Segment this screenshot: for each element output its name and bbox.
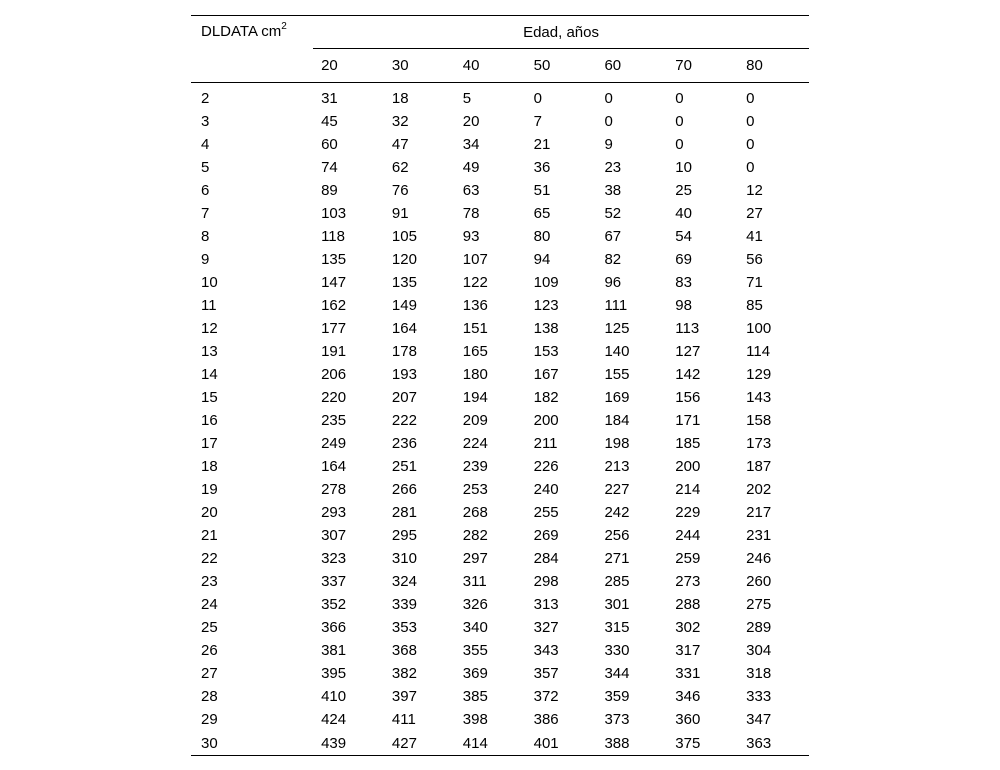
table-cell: 85 — [746, 297, 763, 314]
table-cell: 337 — [321, 573, 347, 590]
table-cell: 109 — [533, 274, 559, 291]
table-row — [191, 501, 809, 524]
table-cell: 330 — [604, 642, 630, 659]
row-key: 12 — [201, 320, 218, 337]
table-cell: 167 — [533, 366, 559, 383]
table-cell: 359 — [604, 688, 630, 705]
table-cell: 318 — [746, 665, 772, 682]
table-row — [191, 662, 809, 685]
table-cell: 202 — [746, 481, 772, 498]
table-cell: 67 — [604, 228, 622, 245]
table-cell: 107 — [462, 251, 488, 268]
table-cell: 344 — [604, 665, 630, 682]
table-cell: 82 — [604, 251, 622, 268]
row-key: 19 — [201, 481, 218, 498]
table-cell: 114 — [746, 343, 771, 360]
table-row — [191, 478, 809, 501]
table-cell: 171 — [675, 412, 701, 429]
table-cell: 347 — [746, 711, 772, 728]
table-row — [191, 432, 809, 455]
table-cell: 363 — [738, 731, 809, 756]
table-cell: 41 — [746, 228, 763, 245]
row-key: 23 — [201, 573, 218, 590]
age-group-header: Edad, años — [313, 16, 809, 49]
table-cell: 52 — [604, 205, 622, 222]
table-cell: 184 — [604, 412, 630, 429]
age-header-40: 40 — [462, 57, 480, 74]
table-cell: 326 — [462, 596, 488, 613]
table-cell: 49 — [462, 159, 480, 176]
table-cell: 411 — [391, 711, 416, 728]
table-row — [191, 731, 809, 756]
table-row — [191, 294, 809, 317]
table-cell: 136 — [462, 297, 488, 314]
table-cell: 315 — [604, 619, 630, 636]
table-cell: 74 — [321, 159, 338, 176]
table-cell: 0 — [675, 90, 684, 107]
header-row-group — [191, 16, 809, 49]
table-cell: 385 — [462, 688, 488, 705]
row-key: 22 — [201, 550, 218, 567]
table-cell: 249 — [321, 435, 347, 452]
table-cell: 360 — [675, 711, 701, 728]
table-cell: 224 — [462, 435, 488, 452]
table-cell: 373 — [604, 711, 630, 728]
table-cell: 333 — [746, 688, 772, 705]
table-cell: 36 — [533, 159, 551, 176]
table-row — [191, 639, 809, 662]
table-cell: 65 — [533, 205, 551, 222]
table-cell: 293 — [321, 504, 347, 521]
table-cell: 185 — [675, 435, 701, 452]
table-cell: 0 — [604, 113, 613, 130]
table-cell: 302 — [675, 619, 701, 636]
table-cell: 284 — [533, 550, 559, 567]
row-key: 24 — [201, 596, 218, 613]
table-cell: 111 — [604, 297, 628, 314]
row-key: 9 — [201, 251, 210, 268]
table-row — [191, 363, 809, 386]
table-cell: 213 — [604, 458, 630, 475]
table-cell: 149 — [391, 297, 417, 314]
table-cell: 427 — [384, 731, 455, 756]
table-cell: 25 — [675, 182, 692, 199]
table-cell: 0 — [604, 90, 613, 107]
table-cell: 23 — [604, 159, 622, 176]
table-cell: 178 — [391, 343, 417, 360]
table-row — [191, 455, 809, 478]
table-row — [191, 409, 809, 432]
row-key: 28 — [201, 688, 218, 705]
table-row — [191, 386, 809, 409]
row-key: 8 — [201, 228, 210, 245]
age-header-70: 70 — [675, 57, 692, 74]
table-cell: 177 — [321, 320, 347, 337]
table-cell: 78 — [462, 205, 480, 222]
table-cell: 439 — [313, 731, 384, 756]
table-cell: 164 — [321, 458, 347, 475]
table-cell: 206 — [321, 366, 347, 383]
table-cell: 103 — [321, 205, 347, 222]
table-cell: 156 — [675, 389, 701, 406]
table-row — [191, 340, 809, 363]
table-cell: 222 — [391, 412, 417, 429]
table-cell: 271 — [604, 550, 630, 567]
table-cell: 295 — [391, 527, 417, 544]
table-cell: 27 — [746, 205, 763, 222]
table-cell: 71 — [746, 274, 763, 291]
table-cell: 259 — [675, 550, 701, 567]
table-cell: 288 — [675, 596, 701, 613]
table-cell: 94 — [533, 251, 551, 268]
table-cell: 32 — [391, 113, 409, 130]
table-cell: 40 — [675, 205, 692, 222]
table-cell: 331 — [675, 665, 701, 682]
table-cell: 227 — [604, 481, 630, 498]
table-cell: 268 — [462, 504, 488, 521]
table-cell: 105 — [391, 228, 417, 245]
table-cell: 231 — [746, 527, 772, 544]
age-header-80: 80 — [746, 57, 763, 74]
table-cell: 395 — [321, 665, 347, 682]
table-cell: 375 — [667, 731, 738, 756]
table-cell: 307 — [321, 527, 347, 544]
table-cell: 352 — [321, 596, 347, 613]
table-cell: 372 — [533, 688, 559, 705]
table-cell: 138 — [533, 320, 559, 337]
table-cell: 118 — [321, 228, 345, 245]
table-cell: 289 — [746, 619, 772, 636]
table-row — [191, 524, 809, 547]
table-cell: 51 — [533, 182, 551, 199]
table-cell: 255 — [533, 504, 559, 521]
table-cell: 235 — [321, 412, 347, 429]
table-cell: 386 — [533, 711, 559, 728]
table-cell: 12 — [746, 182, 763, 199]
table-cell: 194 — [462, 389, 488, 406]
table-row — [191, 547, 809, 570]
table-row — [191, 685, 809, 708]
table-cell: 324 — [391, 573, 417, 590]
table-cell: 217 — [746, 504, 772, 521]
table-row — [191, 156, 809, 179]
table-cell: 76 — [391, 182, 409, 199]
table-cell: 10 — [675, 159, 692, 176]
table-row — [191, 179, 809, 202]
table-cell: 83 — [675, 274, 692, 291]
table-cell: 388 — [596, 731, 667, 756]
table-row — [191, 708, 809, 731]
table-cell: 414 — [455, 731, 526, 756]
table-cell: 140 — [604, 343, 630, 360]
table-cell: 346 — [675, 688, 701, 705]
table-cell: 98 — [675, 297, 692, 314]
table-cell: 207 — [391, 389, 417, 406]
table-cell: 56 — [746, 251, 763, 268]
table-cell: 165 — [462, 343, 488, 360]
table-row — [191, 570, 809, 593]
row-key: 21 — [201, 527, 218, 544]
table-cell: 153 — [533, 343, 559, 360]
table-cell: 311 — [462, 573, 487, 590]
table-cell: 343 — [533, 642, 559, 659]
table-cell: 278 — [321, 481, 347, 498]
table-cell: 18 — [391, 90, 409, 107]
table-cell: 0 — [675, 136, 684, 153]
table-cell: 369 — [462, 665, 488, 682]
table-cell: 155 — [604, 366, 630, 383]
table-body — [191, 83, 809, 756]
table-row — [191, 110, 809, 133]
table-row — [191, 133, 809, 156]
row-key: 20 — [201, 504, 218, 521]
table-cell: 253 — [462, 481, 488, 498]
row-key: 17 — [201, 435, 218, 452]
table-cell: 135 — [391, 274, 417, 291]
table-cell: 180 — [462, 366, 488, 383]
table-cell: 281 — [391, 504, 417, 521]
table-cell: 240 — [533, 481, 559, 498]
table-cell: 260 — [746, 573, 772, 590]
table-cell: 220 — [321, 389, 347, 406]
table-row — [191, 317, 809, 340]
table-cell: 45 — [321, 113, 338, 130]
table-cell: 298 — [533, 573, 559, 590]
table-cell: 169 — [604, 389, 630, 406]
table-cell: 200 — [675, 458, 701, 475]
table-cell: 158 — [746, 412, 772, 429]
table-cell: 164 — [391, 320, 417, 337]
table-cell: 266 — [391, 481, 417, 498]
age-header-30: 30 — [391, 57, 409, 74]
table-cell: 122 — [462, 274, 488, 291]
table-row — [191, 202, 809, 225]
row-key: 5 — [201, 159, 210, 176]
table-cell: 317 — [675, 642, 701, 659]
table-cell: 69 — [675, 251, 692, 268]
table-cell: 147 — [321, 274, 347, 291]
table-cell: 0 — [746, 159, 755, 176]
table-cell: 100 — [746, 320, 772, 337]
corner-label: DLDATA cm — [201, 23, 282, 40]
table-cell: 54 — [675, 228, 692, 245]
table-cell: 256 — [604, 527, 630, 544]
table-cell: 246 — [746, 550, 772, 567]
dldata-age-table — [191, 15, 809, 756]
table-cell: 21 — [533, 136, 551, 153]
table-cell: 229 — [675, 504, 701, 521]
corner-header — [191, 16, 313, 83]
table-cell: 239 — [462, 458, 488, 475]
table-cell: 93 — [462, 228, 480, 245]
table-cell: 323 — [321, 550, 347, 567]
table-cell: 47 — [391, 136, 409, 153]
row-key: 26 — [201, 642, 218, 659]
table-cell: 275 — [746, 596, 772, 613]
table-cell: 151 — [462, 320, 488, 337]
table-cell: 282 — [462, 527, 488, 544]
table-row — [191, 616, 809, 639]
row-key: 11 — [201, 297, 217, 314]
age-header-20: 20 — [321, 57, 338, 74]
table-cell: 200 — [533, 412, 559, 429]
table-cell: 410 — [321, 688, 347, 705]
table-cell: 89 — [321, 182, 338, 199]
table-cell: 209 — [462, 412, 488, 429]
table-cell: 355 — [462, 642, 488, 659]
age-header-50: 50 — [533, 57, 551, 74]
table-cell: 357 — [533, 665, 559, 682]
row-key: 14 — [201, 366, 218, 383]
table-cell: 34 — [462, 136, 480, 153]
table-cell: 381 — [321, 642, 347, 659]
table-cell: 301 — [604, 596, 630, 613]
table-cell: 285 — [604, 573, 630, 590]
table-cell: 0 — [746, 136, 755, 153]
table-row — [191, 271, 809, 294]
row-key: 27 — [201, 665, 218, 682]
table-cell: 0 — [533, 90, 542, 107]
table-cell: 0 — [675, 113, 684, 130]
table-cell: 353 — [391, 619, 417, 636]
table-row — [191, 593, 809, 616]
row-key: 13 — [201, 343, 218, 360]
table-cell: 191 — [321, 343, 347, 360]
table-row — [191, 225, 809, 248]
table-cell: 304 — [746, 642, 772, 659]
row-key: 25 — [201, 619, 218, 636]
table-cell: 62 — [391, 159, 409, 176]
table-cell: 236 — [391, 435, 417, 452]
table-cell: 63 — [462, 182, 480, 199]
table-cell: 340 — [462, 619, 488, 636]
table-cell: 182 — [533, 389, 559, 406]
table-cell: 313 — [533, 596, 559, 613]
table-cell: 273 — [675, 573, 701, 590]
age-header-60: 60 — [604, 57, 622, 74]
table-cell: 211 — [533, 435, 558, 452]
table-cell: 80 — [533, 228, 551, 245]
table-cell: 123 — [533, 297, 559, 314]
table-cell: 9 — [604, 136, 613, 153]
table-cell: 401 — [526, 731, 597, 756]
corner-superscript: 2 — [281, 21, 287, 32]
table-cell: 382 — [391, 665, 417, 682]
row-key: 6 — [201, 182, 210, 199]
table-cell: 187 — [746, 458, 772, 475]
table-cell: 398 — [462, 711, 488, 728]
table-cell: 198 — [604, 435, 630, 452]
row-key: 4 — [201, 136, 210, 153]
table-cell: 7 — [533, 113, 542, 130]
table-cell: 5 — [462, 90, 472, 107]
table-cell: 20 — [462, 113, 480, 130]
table-cell: 0 — [746, 113, 755, 130]
table-cell: 244 — [675, 527, 701, 544]
table-cell: 38 — [604, 182, 622, 199]
table-cell: 193 — [391, 366, 417, 383]
row-key: 15 — [201, 389, 218, 406]
row-key: 7 — [201, 205, 210, 222]
table-cell: 173 — [746, 435, 772, 452]
data-table-container — [191, 15, 809, 756]
row-key: 2 — [201, 90, 210, 107]
table-cell: 142 — [675, 366, 701, 383]
table-cell: 127 — [675, 343, 701, 360]
table-cell: 297 — [462, 550, 488, 567]
row-key: 10 — [201, 274, 218, 291]
table-row — [191, 248, 809, 271]
row-key: 3 — [201, 113, 210, 130]
table-cell: 327 — [533, 619, 559, 636]
table-cell: 397 — [391, 688, 417, 705]
table-cell: 368 — [391, 642, 417, 659]
table-cell: 339 — [391, 596, 417, 613]
table-cell: 125 — [604, 320, 630, 337]
table-cell: 242 — [604, 504, 630, 521]
table-cell: 310 — [391, 550, 417, 567]
row-key: 16 — [201, 412, 218, 429]
table-cell: 226 — [533, 458, 559, 475]
table-cell: 31 — [321, 90, 338, 107]
table-cell: 129 — [746, 366, 772, 383]
table-cell: 251 — [391, 458, 417, 475]
table-cell: 162 — [321, 297, 347, 314]
table-cell: 214 — [675, 481, 701, 498]
table-cell: 113 — [675, 320, 700, 337]
table-cell: 269 — [533, 527, 559, 544]
row-key: 29 — [201, 711, 218, 728]
table-cell: 424 — [321, 711, 347, 728]
table-cell: 135 — [321, 251, 347, 268]
table-cell: 60 — [321, 136, 338, 153]
row-key: 18 — [201, 458, 218, 475]
table-cell: 143 — [746, 389, 772, 406]
table-cell: 120 — [391, 251, 417, 268]
table-cell: 366 — [321, 619, 347, 636]
table-cell: 91 — [391, 205, 409, 222]
row-key: 30 — [191, 731, 313, 756]
table-cell: 0 — [746, 90, 755, 107]
table-cell: 96 — [604, 274, 622, 291]
table-row — [191, 83, 809, 111]
